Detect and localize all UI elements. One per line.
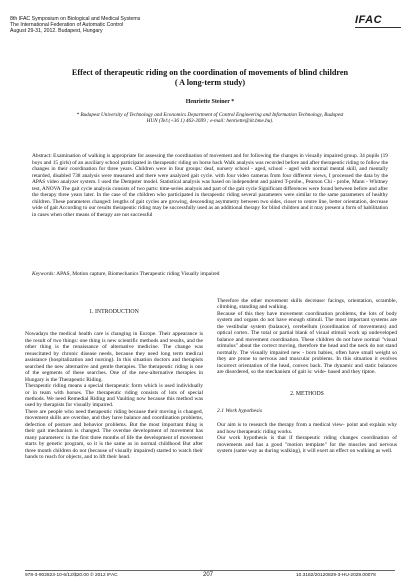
abstract-text: Examination of walking is appropriate for assessing the coordination of movement and for following the changes in visually impaired group. 34 pupils (19 boys and 15 girls) of an auxiliary school participated in therapeutic riding on horse back Walk analysis was recorded before and after therapeutic riding to follow the changes in their coordination for three years. Children were in four groups: deaf, nursery school - aged, school - aged with normal mental skill, and mentally retarded, disabled 738 analysis were measured and there were analyzed gait cycle. with four video cameras from four different views, I processed the data by the APAS video analyzer system. I used the Dempster model. Statistical analysis was based on independent and paired T-probe., Pearson Chi - probe, Mann - Whitney test, ANOVA The gait cycle analysis consists of two parts: time-series analysis and part of the gait cycle Significant differences were found between before and after the therapy three years later. In the case of the children who participated in therapeutic riding several parameters were similar to the same parameters of healthy children. These parameters changed: lengths of gait cycles are growing, descending asymmetry between two sides, closer to centre line, better orientation, decrease wide of gait According to our results therapeutic riding may be successfully used as an additional therapy for blind children and it may present a form of habilitation in cases when other means of therapy are not successful (32, 153, 388, 218)
intro-paragraph: Therapeutic riding means a special therapeutic form which is used individually or in team with horses. The therapeutic riding consists of lots of special methods. We need Remedial Riding and Vaulting now because this method was used by therapists for visually impaired. (25, 383, 203, 409)
intro-paragraph: There are people who need therapeutic riding because their moving is changed, movement skills are overdue, and they have balance and coordination problems, defection of posture and behavior problems. But the most important thing is their gait mechanism is changed. The overdue development of movement has many parameters: in the first three months of life the development of movement starts by genetic program, so it is the same as in normal childhood But after three month children do not (because of visually impaired) started to watch their hands to reach for objects, and to lift their head. (25, 408, 203, 461)
abstract-label: Abstract: (32, 153, 52, 159)
left-column (25, 309, 203, 461)
footer-copyright: 978-3-902823-10-6/12/$20.00 © 2012 IFAC (25, 573, 118, 578)
affiliation (20, 112, 400, 125)
paper-title-block (20, 68, 400, 88)
introduction-heading: 1. INTRODUCTION (89, 309, 139, 315)
logo-underline (355, 27, 401, 28)
affiliation-line-2: HUN (Tel:(+36 1) 463-2699 ; e-mail: henriette@iit.bme.hu). (146, 118, 274, 125)
ifac-logo-text: IFAC (355, 14, 383, 26)
header-line-1: 8th IFAC Symposium on Biological and Medical Systems (10, 16, 141, 22)
methods-paragraph: Our work hypothesis is that if therapeutic riding changes coordination of movements and has a good "motion template" for the muscles and nervous system (same way as during walking), it will exert an effect on walking as well. (217, 435, 397, 455)
body-paragraph: Therefore the other movement skills decrease: facings, orientation, scramble, climbing, standing and walking. (217, 298, 397, 311)
footer-doi: 10.3182/20120829-3-HU-2029.00078 (296, 573, 376, 578)
affiliation-line-1: * Budapest University of Technology and Economics Department of Control Engineering and Information Technology, Budapest (76, 112, 344, 118)
paper-subtitle: ( A long-term study) (174, 78, 246, 87)
keywords-text: APAS, Motion capture, Biomechanics Therapeutic riding Visually impaired (56, 271, 220, 277)
page-number: 207 (203, 572, 214, 578)
conference-header (10, 16, 140, 35)
abstract (32, 153, 388, 218)
methods-paragraph: Our aim is to research the therapy from a medical view- point and explain why and how therapeutic riding works. (217, 422, 397, 435)
footer-divider (25, 570, 395, 571)
header-line-3: August 29-31, 2012. Budapest, Hungary (10, 28, 103, 35)
keywords (32, 271, 388, 278)
right-column (217, 298, 397, 455)
header-line-2: The International Federation of Automatic Control (10, 22, 124, 29)
author-name: Henriette Steiner * (185, 99, 235, 105)
methods-heading: 2. METHODS (290, 391, 324, 398)
body-paragraph: Because of this they have movement coordination problems, the lots of body system and organs do not have enough stimuli. The most important systems are the vestibular system (balance), cerebellum (coordination of movements) and optical cortex. The total or partial blank of visual stimuli work up undeveloped balance and movement coordination. These children do not have normal "visual stimulus" about the correct moving, therefore the head and the neck do not stand normally. The visually impaired new - born babies, often have small weight so they are prone to nervous and muscular problems. In this situation it evolves incorrect orientation of the head, convex back. The dynamic and static balances are disordered, so the mechanism of gait is: wide- based and they tiptoe. (217, 310, 397, 375)
paper-title: Effect of therapeutic riding on the coordination of movements of blind children (71, 68, 349, 77)
ifac-logo (355, 12, 405, 32)
intro-paragraph: Nowadays the medical health care is changing in Europe. Their appearance is the result of two things: one thing is new scientific methods and results, and the other thing is the renaissance of alternative medicine. The change was resuscitated by chronic disease needs, because they need long term medical assistance (hospitalization and nursing). In this situation doctors and therapists searched the new alternative and gentle therapies. The therapeutic riding is one of the segments of these searches. One of the new-alternative therapies in Hungary is the Therapeutic Riding. (25, 331, 203, 383)
keywords-label: Keywords: (32, 271, 56, 277)
work-hypothesis-heading: 2.1 Work hypothesis (217, 407, 263, 414)
